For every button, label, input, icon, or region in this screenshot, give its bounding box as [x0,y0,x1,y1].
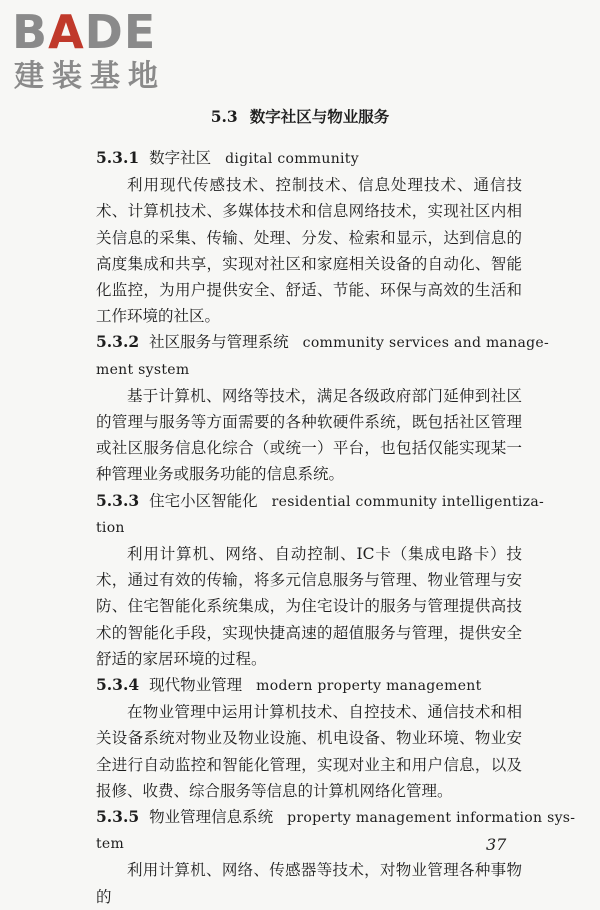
entry-definition: 利用计算机、网络、自动控制、IC卡（集成电路卡）技术，通过有效的传输，将多元信息服务与管理、物业管理与安防、住宅智能化系统集成，为住宅设计的服务与管理提供高技术的智能化手段，实现快捷高速的超值服务与管理，提供安全舒适的家居环境的过程。 [96,545,522,668]
entry-heading [96,145,522,172]
entry-number: 5.3.1 [96,148,140,167]
entry-english-term-continued: tion [96,519,125,536]
entry-definition: 利用现代传感技术、控制技术、信息处理技术、通信技术、计算机技术、多媒体技术和信息网络技术，实现社区内相关信息的采集、传输、处理、分发、检索和显示，达到信息的高度集成和共享，实现对社区和家庭相关设备的自动化、智能化监控，为用户提供安全、舒适、节能、环保与高效的生活和工作环境的社区。 [96,176,522,326]
section-title [0,104,600,130]
entry-english-term: property management information sys- [287,810,576,827]
section-title-text: 数字社区与物业服务 [249,107,390,126]
definition-entry [96,329,550,487]
section-number: 5.3 [210,107,238,126]
definition-entry [96,145,522,329]
entry-term: 社区服务与管理系统 [149,333,289,352]
entry-heading [96,804,576,831]
entry-english-term: modern property management [256,678,482,695]
entry-english-term: community services and manage- [302,335,550,352]
entry-number: 5.3.5 [96,807,140,827]
entry-heading [96,672,522,699]
definition-entry [96,488,545,672]
entry-term: 数字社区 [149,149,212,167]
entry-term: 物业管理信息系统 [149,808,274,827]
entry-english-term-continued: tem [96,836,125,853]
brand-logo [12,6,182,98]
entry-heading [96,329,550,356]
entry-number: 5.3.4 [96,675,140,695]
entry-english-term-continued: ment system [96,361,190,378]
logo-wordmark: BADE [12,5,157,59]
entry-term: 现代物业管理 [149,676,243,695]
definition-entry [96,804,576,910]
entry-definition: 在物业管理中运用计算机技术、自控技术、通信技术和相关设备系统对物业及物业设施、机电设备、物业环境、物业安全进行自动监控和智能化管理，实现对业主和用户信息，以及报修、收费、综合服务等信息的计算机网络化管理。 [96,703,522,800]
document-body [96,145,576,910]
entry-english-term: digital community [225,151,359,167]
definition-entry [96,672,522,804]
entry-heading [96,488,545,515]
entry-number: 5.3.3 [96,490,140,510]
logo-subtitle: 建装基地 [14,59,166,94]
page-number: 37 [486,835,507,854]
entry-term: 住宅小区智能化 [149,491,258,510]
entry-definition: 基于计算机、网络等技术，满足各级政府部门延伸到社区的管理与服务等方面需要的各种软硬件系统，既包括社区管理或社区服务信息化综合（或统一）平台，也包括仅能实现某一种管理业务或服务功能的信息系统。 [96,386,522,484]
entry-number: 5.3.2 [96,332,140,352]
entry-english-term: residential community intelligentiza- [271,493,545,510]
entry-definition: 利用计算机、网络、传感器等技术，对物业管理各种事物的 [96,861,522,906]
